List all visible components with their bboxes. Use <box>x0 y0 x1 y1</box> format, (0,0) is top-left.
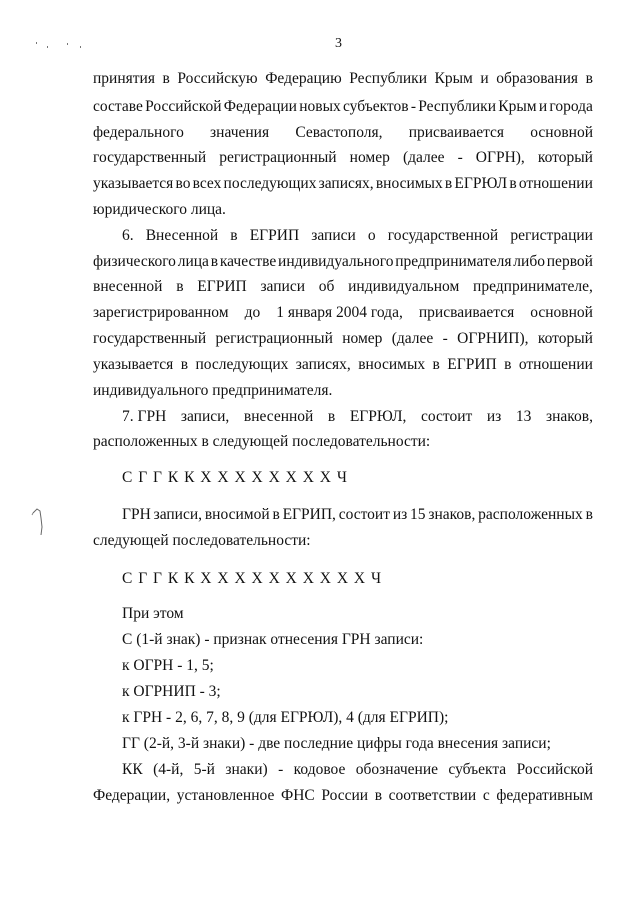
word: 1 января 2004 года, <box>276 304 403 321</box>
word: Внесенной <box>145 227 219 244</box>
word: первой <box>546 253 593 270</box>
word: в <box>504 356 512 373</box>
word: состоит <box>338 506 390 523</box>
word: Федерации, <box>93 787 171 804</box>
word: ЕГРЮЛ <box>454 175 508 192</box>
word: Республики <box>349 70 427 87</box>
word: качестве <box>219 253 277 270</box>
text-line <box>122 760 593 780</box>
text-line <box>93 69 593 89</box>
word: 7. ГРН <box>122 408 167 425</box>
word: города <box>549 98 593 115</box>
word: лица <box>177 253 209 270</box>
word: вносимых <box>358 356 426 373</box>
text-line <box>93 174 593 194</box>
word: ЕГРИП <box>447 356 497 373</box>
word: КК <box>122 761 143 778</box>
word: знаки) <box>225 761 268 778</box>
text-line: к ОГРН - 1, 5; <box>122 657 214 674</box>
word: основной <box>530 304 593 321</box>
word: до <box>244 304 261 321</box>
word: государственный <box>93 149 207 166</box>
text-line: следующей последовательности: <box>93 532 311 549</box>
word: вносимой <box>204 506 270 523</box>
scan-speck <box>47 46 48 48</box>
word: ГРН <box>122 506 151 523</box>
word: предпринимателя <box>395 253 512 270</box>
word: и <box>538 98 548 115</box>
word: во <box>175 175 191 192</box>
word: Российской <box>516 761 593 778</box>
word: обозначение <box>355 761 438 778</box>
word: в <box>180 356 189 373</box>
word: расположенных <box>478 506 583 523</box>
word: записях, <box>318 175 374 192</box>
word: записи, <box>180 408 230 425</box>
word: регистрационный <box>215 330 333 347</box>
word: зарегистрированном <box>93 304 229 321</box>
text-line: к ГРН - 2, 6, 7, 8, 9 (для ЕГРЮЛ), 4 (для ЕГРИП); <box>122 709 449 726</box>
word: 15 <box>410 506 426 523</box>
word: кодовое <box>293 761 346 778</box>
word: регистрационный <box>219 149 337 166</box>
text-line: При этом <box>122 605 184 622</box>
text-line <box>93 148 593 168</box>
word: отношении <box>518 356 593 373</box>
word: из <box>392 506 408 523</box>
word: - <box>278 761 284 778</box>
word: регистрации <box>510 227 593 244</box>
word: который <box>537 330 593 347</box>
word: федерального <box>93 124 184 141</box>
word: присваивается <box>408 124 505 141</box>
word: и <box>480 70 489 87</box>
word: физического <box>93 253 176 270</box>
text-line <box>93 786 593 806</box>
word: который <box>537 149 593 166</box>
word: состоит <box>421 408 473 425</box>
word: ФНС <box>280 787 315 804</box>
word: в <box>374 787 383 804</box>
word: составе <box>93 98 143 115</box>
text-line <box>93 303 593 323</box>
word: внесенной <box>243 408 314 425</box>
word: Российскую <box>177 70 258 87</box>
word: Крым <box>498 98 537 115</box>
word: в <box>210 253 219 270</box>
word: указывается <box>93 175 174 192</box>
word: об <box>318 278 335 295</box>
word: в <box>444 175 453 192</box>
word: всех <box>192 175 222 192</box>
word: государственный <box>93 330 207 347</box>
word: с <box>482 787 490 804</box>
text-line: к ОГРНИП - 3; <box>122 683 221 700</box>
word: из <box>486 408 502 425</box>
word: знаков, <box>545 408 593 425</box>
word: - <box>442 330 448 347</box>
word: ЕГРЮЛ, <box>349 408 407 425</box>
word: записи, <box>153 506 203 523</box>
word: установленное <box>176 787 275 804</box>
text-line: ГГ (2-й, 3-й знаки) - две последние цифры года внесения записи; <box>122 735 551 752</box>
word: указывается <box>93 356 174 373</box>
page-number: 3 <box>335 36 342 51</box>
word: ЕГРИП, <box>282 506 336 523</box>
text-line <box>93 329 593 349</box>
margin-pencil-mark <box>30 505 46 539</box>
word: присваивается <box>418 304 515 321</box>
word: 13 <box>515 408 532 425</box>
text-line <box>93 277 593 297</box>
word: в <box>509 175 517 192</box>
text-line <box>93 252 593 272</box>
text-line <box>122 505 593 525</box>
text-line <box>93 355 593 375</box>
word: России <box>321 787 369 804</box>
word: Российской <box>145 98 222 115</box>
word: о <box>367 227 376 244</box>
word: ЕГРИП <box>249 227 300 244</box>
word: государственной <box>387 227 499 244</box>
word: основной <box>530 124 593 141</box>
word: либо <box>513 253 545 270</box>
word: соответствии <box>388 787 477 804</box>
word: (4-й, <box>153 761 184 778</box>
word: в <box>230 227 238 244</box>
word: знаков, <box>428 506 476 523</box>
grn-format-egrul: С Г Г К К Х Х Х Х Х Х Х Х Ч <box>122 469 348 486</box>
word: записи <box>311 227 356 244</box>
word: - <box>457 149 463 166</box>
text-line: С (1-й знак) - признак отнесения ГРН записи: <box>122 631 424 648</box>
word: в <box>162 70 170 87</box>
text-line <box>93 123 593 143</box>
word: новых <box>299 98 341 115</box>
word: последующих <box>195 356 289 373</box>
word: индивидуальном <box>348 278 460 295</box>
word: номер <box>349 149 390 166</box>
word: внесенной <box>93 278 163 295</box>
word: ЕГРИП <box>197 278 247 295</box>
word: 6. <box>122 227 134 244</box>
word: Федерацию <box>265 70 342 87</box>
word: в <box>432 356 440 373</box>
word: предпринимателе, <box>473 278 593 295</box>
word: Федерации <box>223 98 297 115</box>
word: в <box>327 408 336 425</box>
word: индивидуального <box>278 253 394 270</box>
word: субъекта <box>448 761 507 778</box>
text-line: расположенных в следующей последовательности: <box>93 433 431 450</box>
text-line: юридического лица. <box>93 201 226 218</box>
text-line <box>122 407 593 427</box>
word: федеративным <box>496 787 593 804</box>
word: в <box>272 506 280 523</box>
word: записях, <box>295 356 351 373</box>
word: 5-й <box>193 761 215 778</box>
word: в <box>585 506 593 523</box>
word: ОГРНИП), <box>457 330 529 347</box>
word: Республики <box>418 98 497 115</box>
word: вносимых <box>375 175 443 192</box>
grn-format-egrip: С Г Г К К Х Х Х Х Х Х Х Х Х Х Ч <box>122 570 383 587</box>
word: записи <box>260 278 305 295</box>
text-line: индивидуального предпринимателя. <box>93 382 333 399</box>
word: Севастополя, <box>295 124 383 141</box>
text-line <box>93 97 593 117</box>
scan-speck <box>67 43 68 45</box>
word: отношении <box>518 175 593 192</box>
scan-speck <box>80 46 81 48</box>
word: Крым <box>434 70 473 87</box>
word: - <box>410 98 416 115</box>
word: номер <box>342 330 383 347</box>
text-line <box>122 226 593 246</box>
word: (далее <box>391 330 434 347</box>
word: образования <box>496 70 579 87</box>
word: принятия <box>93 70 155 87</box>
word: в <box>176 278 184 295</box>
word: (далее <box>402 149 445 166</box>
word: субъектов <box>342 98 409 115</box>
word: значения <box>210 124 270 141</box>
word: ОГРН), <box>475 149 525 166</box>
scan-speck <box>36 42 37 44</box>
word: последующих <box>223 175 317 192</box>
word: в <box>585 70 593 87</box>
